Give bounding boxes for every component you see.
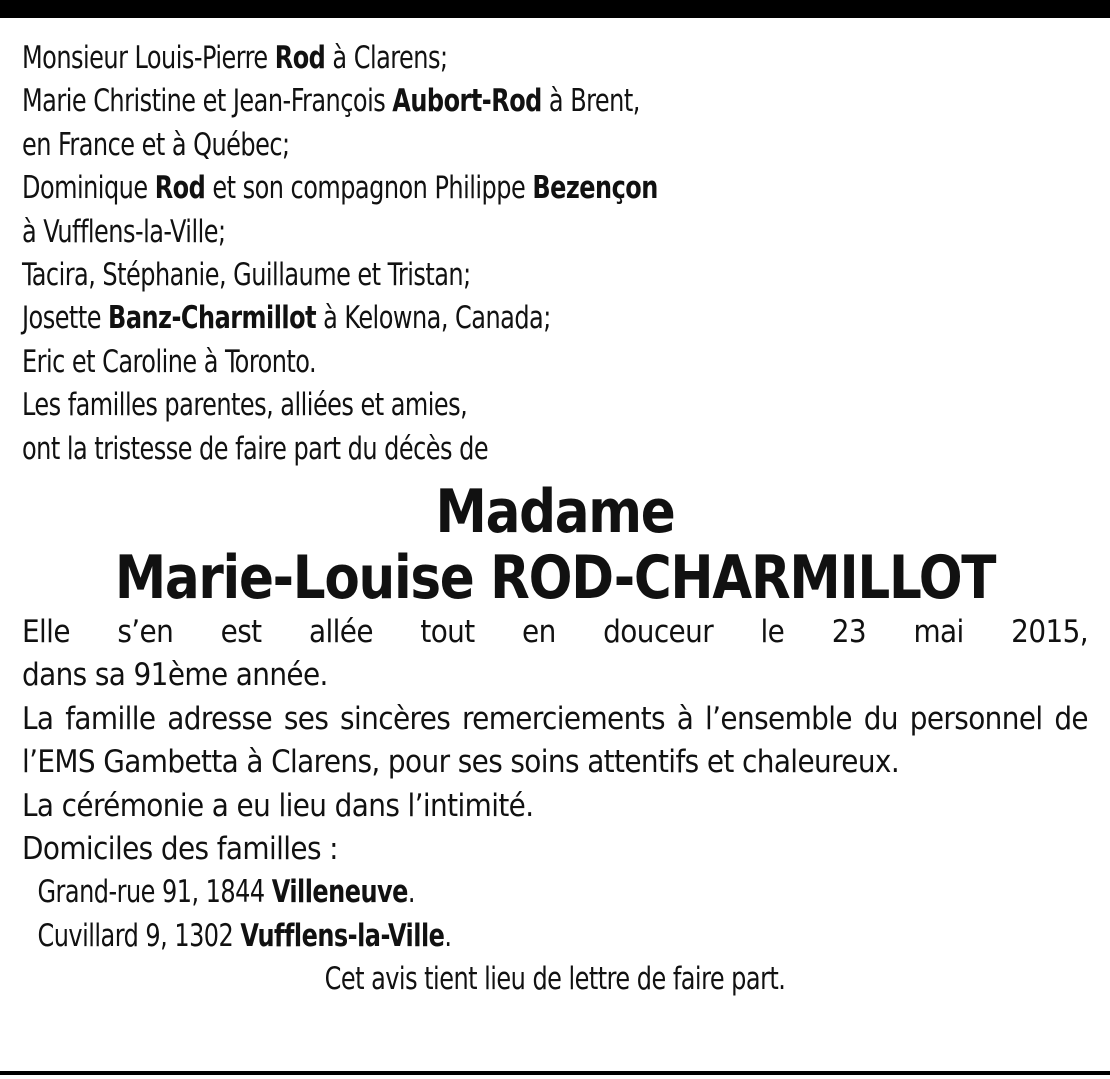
closing-note: Cet avis tient lieu de lettre de faire part. xyxy=(324,961,786,998)
announcer-line: Marie Christine et Jean-François Aubort-Rod à Brent, xyxy=(22,83,640,120)
bottom-rule xyxy=(0,1071,1110,1075)
top-rule xyxy=(0,0,1110,18)
deceased-salutation: Madame xyxy=(435,476,675,547)
announcer-line: en France et à Québec; xyxy=(22,126,290,163)
passing-statement: Elle s’en est allée tout en douceur le 23 mai 2015, xyxy=(22,613,1088,650)
announcer-line: Josette Banz-Charmillot à Kelowna, Canada; xyxy=(22,300,551,337)
announcer-line: Dominique Rod et son compagnon Philippe Bezençon xyxy=(22,170,658,207)
announcer-line: à Vufflens-la-Ville; xyxy=(22,213,226,250)
announcer-line: Eric et Caroline à Toronto. xyxy=(22,343,317,380)
age-statement: dans sa 91ème année. xyxy=(22,657,328,694)
address-town: Vufflens-la-Ville xyxy=(240,917,445,954)
family-name: Rod xyxy=(274,40,326,76)
family-address: Cuvillard 9, 1302 Vufflens-la-Ville. xyxy=(37,917,452,954)
announcer-line: Tacira, Stéphanie, Guillaume et Tristan; xyxy=(22,256,471,293)
family-address: Grand-rue 91, 1844 Villeneuve. xyxy=(37,874,416,911)
family-name: Rod xyxy=(154,170,206,207)
family-name: Aubort-Rod xyxy=(392,83,542,120)
announcer-line: Monsieur Louis-Pierre Rod à Clarens; xyxy=(22,40,448,76)
announcer-line: ont la tristesse de faire part du décès de xyxy=(22,430,489,467)
address-town: Villeneuve xyxy=(271,874,408,911)
deceased-name: Marie-Louise ROD-CHARMILLOT xyxy=(114,542,996,613)
announcer-line: Les familles parentes, alliées et amies, xyxy=(22,387,468,424)
ceremony-statement: La cérémonie a eu lieu dans l’intimité. xyxy=(22,787,534,824)
family-name: Bezençon xyxy=(532,170,658,207)
domiciles-label: Domiciles des familles : xyxy=(22,830,338,867)
family-name: Banz-Charmillot xyxy=(108,300,317,337)
obituary-notice xyxy=(22,37,1088,1002)
thanks-paragraph: La famille adresse ses sincères remerciements à l’ensemble du personnel de l’EMS Gambetta à Clarens, pour ses soins attentifs et chaleureux. xyxy=(22,700,1088,781)
